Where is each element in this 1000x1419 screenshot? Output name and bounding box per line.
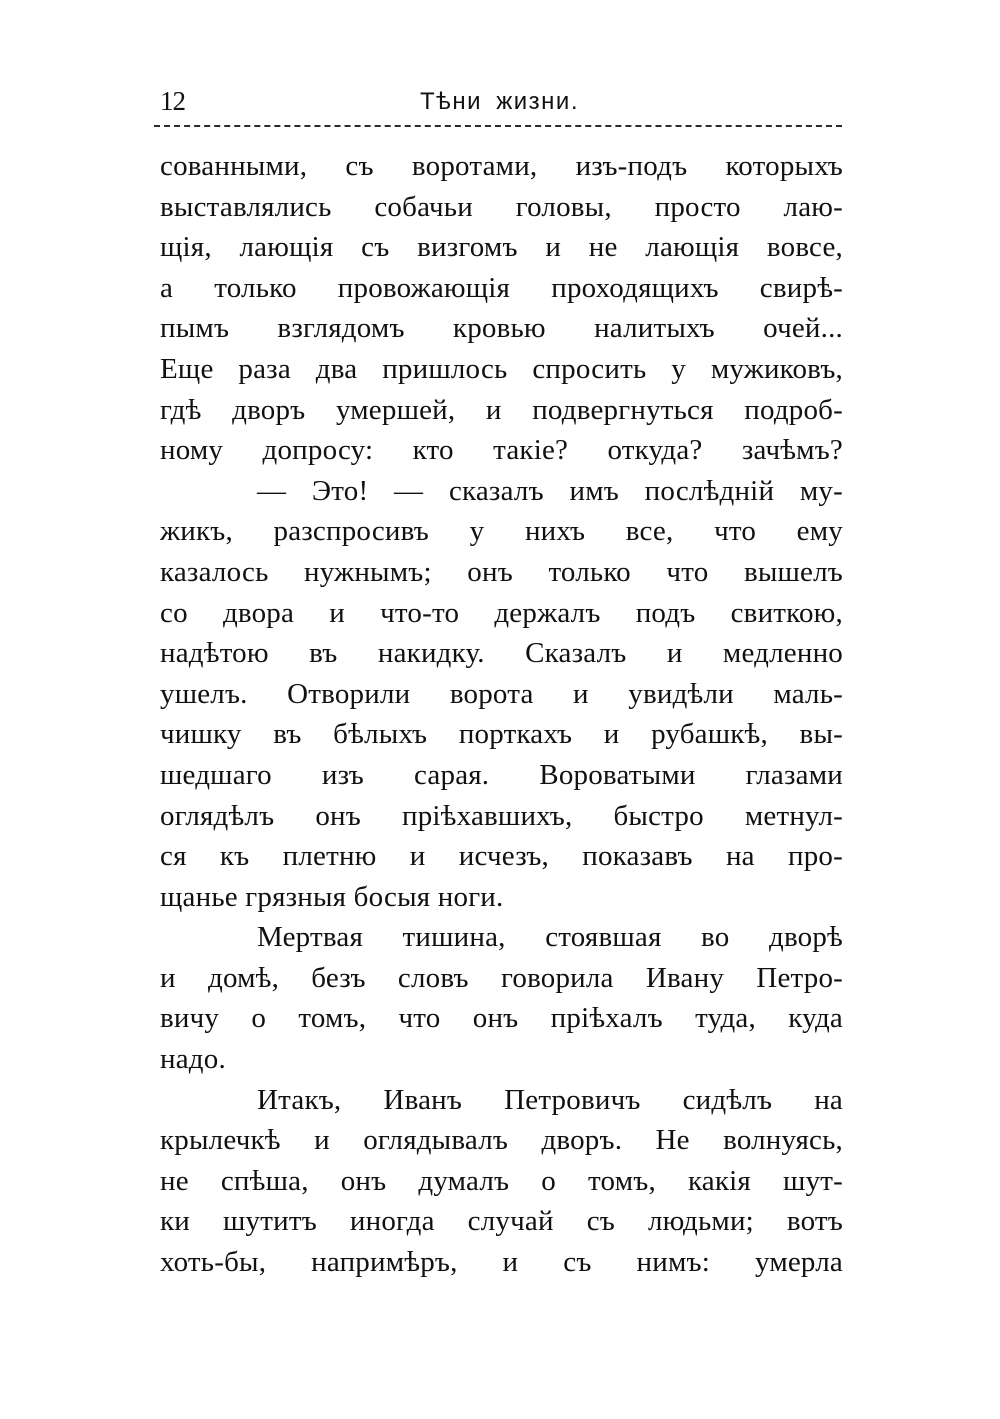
text-line: и домѣ, безъ словъ говорила Ивану Петро- [160,961,843,994]
text-line: щанье грязныя босыя ноги. [160,880,504,913]
text-line: чишку въ бѣлыхъ порткахъ и рубашкѣ, вы- [160,718,843,751]
text-line: не спѣша, онъ думалъ о томъ, какія шут- [160,1164,843,1197]
page-header [160,86,843,126]
text-line: надо. [160,1043,226,1076]
page-number: 12 [160,86,185,116]
text-line: со двора и что-то держалъ подъ свиткою, [160,596,843,629]
running-title: Тѣни жизни. [420,88,579,115]
text-line: пымъ взглядомъ кровью налитыхъ очей... [160,312,843,345]
paragraph-first-line: Итакъ, Иванъ Петровичъ сидѣлъ на [257,1083,843,1116]
text-line: ки шутитъ иногда случай съ людьми; вотъ [160,1205,843,1238]
header-rule [154,125,842,127]
text-line: Еще раза два пришлось спросить у мужиковъ, [160,352,843,385]
text-line: ушелъ. Отворили ворота и увидѣли маль- [160,677,843,710]
text-line: сованными, съ воротами, изъ-подъ которыхъ [160,150,843,182]
text-line: вичу о томъ, что онъ пріѣхалъ туда, куда [160,1002,843,1035]
text-line: гдѣ дворъ умершей, и подвергнуться подроб- [160,393,843,426]
text-line: а только провожающія проходящихъ свирѣ- [160,271,843,304]
text-line: хоть-бы, напримѣръ, и съ нимъ: умерла [160,1246,843,1279]
paragraph-first-line: — Это! — сказалъ имъ послѣдній му- [257,474,843,507]
text-line: казалось нужнымъ; онъ только что вышелъ [160,555,843,588]
paragraph-first-line: Мертвая тишина, стоявшая во дворѣ [257,921,843,954]
text-line: ся къ плетню и исчезъ, показавъ на про- [160,840,843,873]
text-line: крылечкѣ и оглядывалъ дворъ. Не волнуясь, [160,1124,843,1157]
text-line: щія, лающія съ визгомъ и не лающія вовсе, [160,231,843,264]
body-text [160,146,843,1283]
text-line: выставлялись собачьи головы, просто лаю- [160,190,843,223]
text-line: надѣтою въ накидку. Сказалъ и медленно [160,637,843,670]
text-line: ному допросу: кто такіе? откуда? зачѣмъ? [160,434,843,467]
text-line: шедшаго изъ сарая. Вороватыми глазами [160,758,843,791]
text-line: жикъ, разспросивъ у нихъ все, что ему [160,515,843,548]
text-line: оглядѣлъ онъ пріѣхавшихъ, быстро метнул- [160,799,843,832]
